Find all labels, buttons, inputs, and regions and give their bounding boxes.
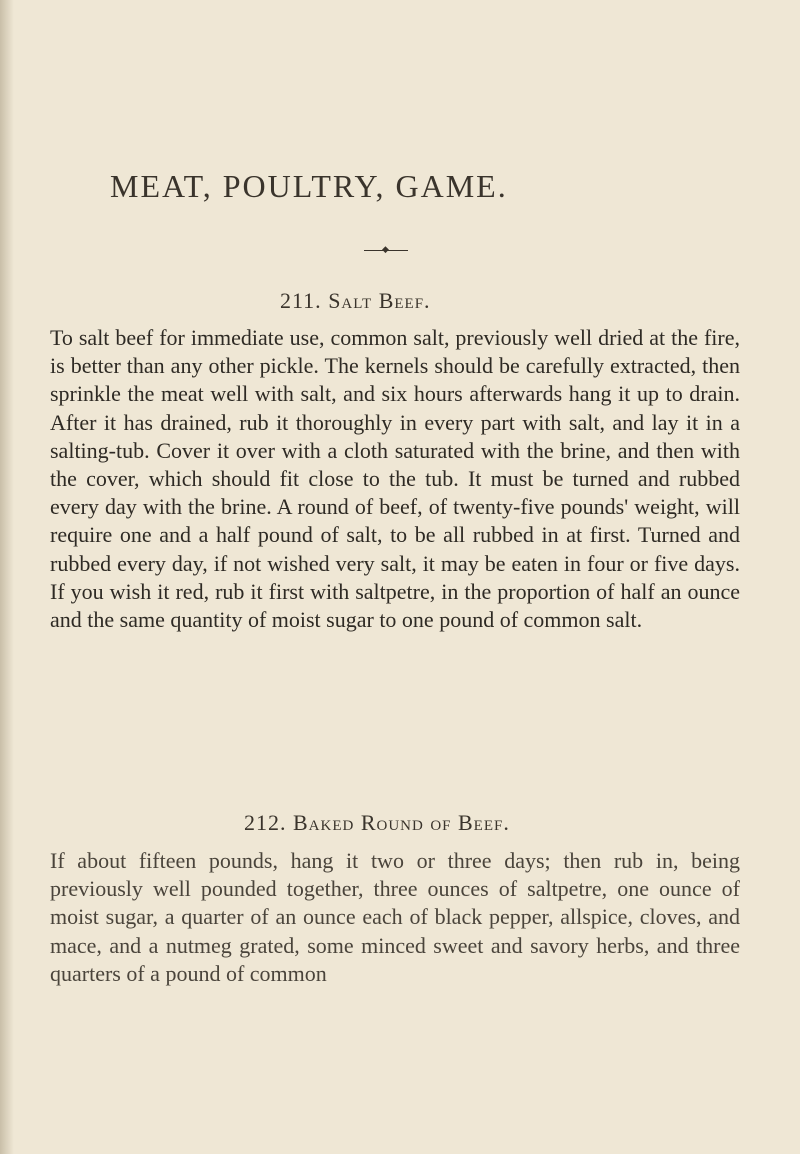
section-body-212: If about fifteen pounds, hang it two or three days; then rub in, being previously well pounded together, three ounces of saltpetre, one ounce of moist sugar, a quarter of an ounce each of black pepper, allspice, cloves, and mace, and a nutmeg grated, some minced sweet and savory herbs, and three quarters of a pound of common bbox=[50, 848, 740, 986]
section-heading-211 bbox=[280, 288, 431, 314]
divider-ornament bbox=[364, 246, 408, 256]
section-body-211: To salt beef for immediate use, common salt, previously well dried at the fire, is better than any other pickle. The kernels should be carefully extracted, then sprinkle the meat well with salt, and six hours afterwards hang it up to drain. After it has drained, rub it thoroughly in every part with salt, and lay it in a salting-tub. Cover it over with a cloth saturated with the brine, and then with the cover, which should fit close to the tub. It must be turned and rubbed every day with the brine. A round of beef, of twenty-five pounds' weight, will require one and a half pound of salt, to be all rubbed in at first. Turned and rubbed every day, if not wished very salt, it may be eaten in four or five days. If you wish it red, rub it first with saltpetre, in the proportion of half an ounce and the same quantity of moist sugar to one pound of common salt. bbox=[50, 325, 740, 633]
section-number: 212. bbox=[244, 810, 287, 835]
section-heading-212 bbox=[244, 810, 510, 836]
page-title: MEAT, POULTRY, GAME. bbox=[110, 168, 508, 204]
page-edge-shadow bbox=[0, 0, 14, 1154]
section-title: Baked Round of Beef. bbox=[293, 810, 510, 835]
section-title: Salt Beef. bbox=[328, 288, 431, 313]
diamond-icon: ◆ bbox=[382, 245, 389, 255]
section-number: 211. bbox=[280, 288, 322, 313]
